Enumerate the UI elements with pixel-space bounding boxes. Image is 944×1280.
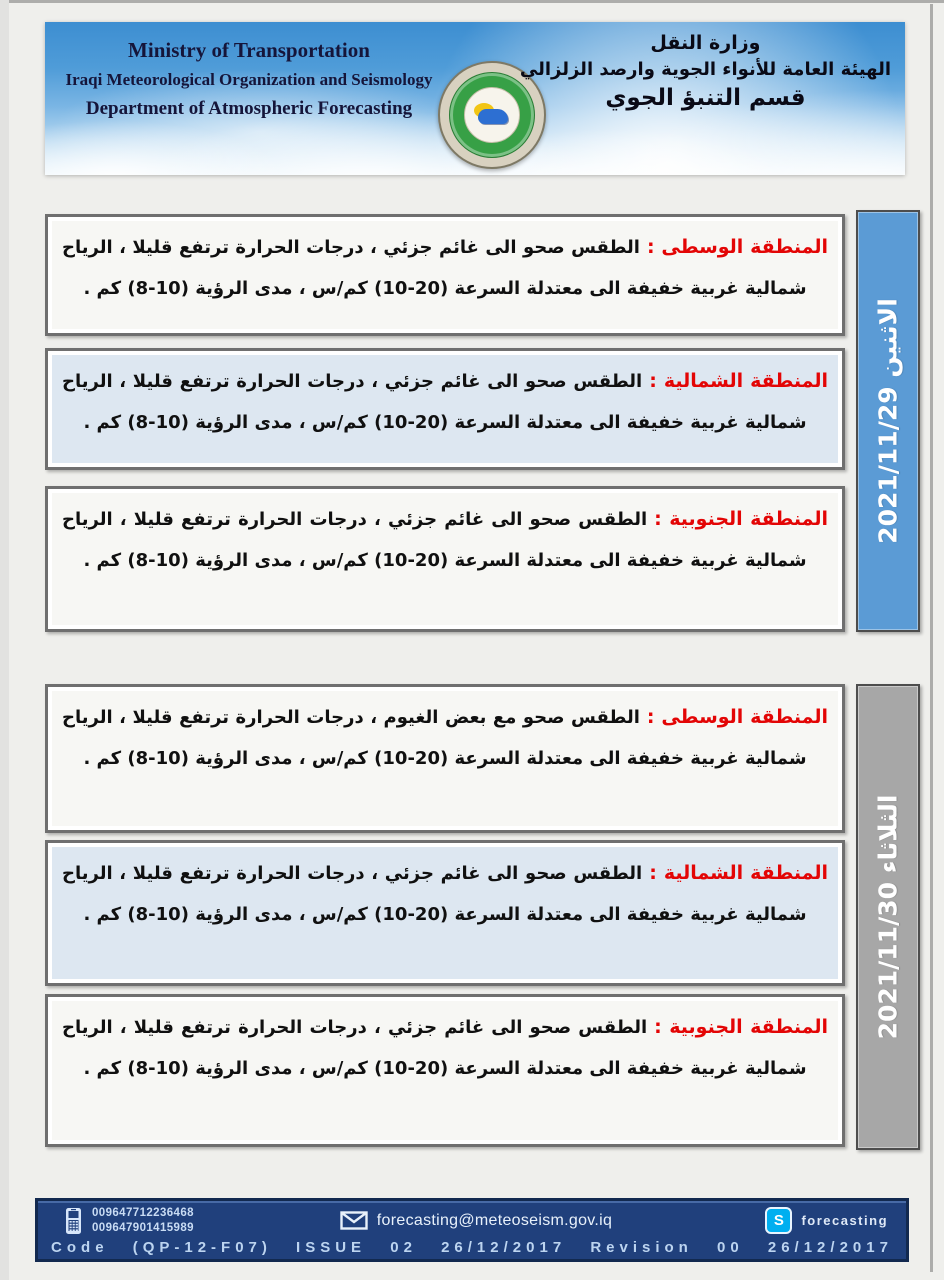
forecast-body: الطقس صحو الى غائم جزئي ، درجات الحرارة ترتفع قليلا ، الرياح شمالية غربية خفيفة الى معتدلة السرعة (20-10) كم/س ، مدى الرؤية (10-8) كم . xyxy=(62,509,807,571)
email-contact xyxy=(340,1211,612,1230)
day-date: 2021/11/29 xyxy=(873,386,903,544)
forecast-body: الطقس صحو الى غائم جزئي ، درجات الحرارة ترتفع قليلا ، الرياح شمالية غربية خفيفة الى معتدلة السرعة (20-10) كم/س ، مدى الرؤية (10-8) كم . xyxy=(62,1017,807,1079)
email-address: forecasting@meteoseism.gov.iq xyxy=(376,1211,613,1229)
forecast-box-tuesday-northern xyxy=(45,840,845,986)
organization-title-ar: الهيئة العامة للأنواء الجوية وارصد الزلزالي xyxy=(519,59,891,80)
scan-artifact-right xyxy=(930,4,933,1272)
forecast-paragraph xyxy=(62,498,828,581)
forecast-paragraph xyxy=(62,226,828,309)
region-title: المنطقة الشمالية : xyxy=(649,370,828,392)
forecast-paragraph xyxy=(62,1006,828,1089)
skype-username: forecasting xyxy=(801,1213,889,1229)
region-title: المنطقة الشمالية : xyxy=(649,862,828,884)
contact-row xyxy=(38,1201,906,1236)
forecast-paragraph xyxy=(62,852,828,935)
ministry-title-ar: وزارة النقل xyxy=(650,32,761,54)
phone-numbers xyxy=(92,1206,194,1236)
tuesday-date-banner xyxy=(856,684,920,1150)
forecast-body: الطقس صحو الى غائم جزئي ، درجات الحرارة ترتفع قليلا ، الرياح شمالية غربية خفيفة الى معتدلة السرعة (20-10) كم/س ، مدى الرؤية (10-8) كم . xyxy=(62,237,807,299)
tuesday-date-label xyxy=(874,795,903,1040)
org-name-arabic xyxy=(520,32,891,111)
region-title: المنطقة الوسطى : xyxy=(646,706,828,728)
phone-contact xyxy=(64,1206,340,1236)
skype-contact xyxy=(612,1207,888,1234)
forecast-box-monday-southern xyxy=(45,486,845,632)
forecast-body: الطقس صحو الى غائم جزئي ، درجات الحرارة ترتفع قليلا ، الرياح شمالية غربية خفيفة الى معتدلة السرعة (20-10) كم/س ، مدى الرؤية (10-8) كم . xyxy=(62,371,807,433)
phone-number-2: 009647901415989 xyxy=(92,1221,194,1234)
forecast-box-monday-northern xyxy=(45,348,845,470)
phone-number-1: 009647712236468 xyxy=(92,1207,194,1219)
org-name-english xyxy=(53,38,445,120)
monday-date-label xyxy=(874,298,903,544)
forecast-box-tuesday-southern xyxy=(45,994,845,1147)
day-date: 2021/11/30 xyxy=(873,882,903,1040)
region-title: المنطقة الوسطى : xyxy=(646,236,828,258)
forecast-body: الطقس صحو الى غائم جزئي ، درجات الحرارة ترتفع قليلا ، الرياح شمالية غربية خفيفة الى معتدلة السرعة (20-10) كم/س ، مدى الرؤية (10-8) كم . xyxy=(62,863,807,925)
contact-footer xyxy=(35,1198,909,1262)
skype-icon: S xyxy=(765,1207,792,1234)
scan-artifact-left xyxy=(0,0,9,1280)
day-name: الثلاثاء xyxy=(873,794,903,874)
region-title: المنطقة الجنوبية : xyxy=(654,1016,828,1038)
document-code-line: Code (QP-12-F07) ISSUE 02 26/12/2017 Revision 00 26/12/2017 xyxy=(51,1238,893,1256)
forecast-box-monday-central xyxy=(45,214,845,336)
letterhead-banner xyxy=(45,22,905,175)
logo-center xyxy=(464,87,520,143)
day-name: الاثنين xyxy=(873,298,903,378)
scan-artifact-top xyxy=(0,0,944,3)
monday-date-banner xyxy=(856,210,920,632)
forecast-box-tuesday-central xyxy=(45,684,845,833)
department-title-en: Department of Atmospheric Forecasting xyxy=(85,98,413,119)
organization-title-en: Iraqi Meteorological Organization and Seismology xyxy=(65,70,433,89)
forecast-body: الطقس صحو مع بعض الغيوم ، درجات الحرارة ترتفع قليلا ، الرياح شمالية غربية خفيفة الى معتدلة السرعة (20-10) كم/س ، مدى الرؤية (10-8) كم . xyxy=(62,707,807,769)
email-icon xyxy=(340,1211,368,1230)
forecast-paragraph xyxy=(62,696,828,779)
cloud-icon xyxy=(478,109,508,124)
phone-icon xyxy=(64,1207,83,1235)
department-title-ar: قسم التنبؤ الجوي xyxy=(605,85,806,111)
region-title: المنطقة الجنوبية : xyxy=(654,508,828,530)
ministry-title-en: Ministry of Transportation xyxy=(128,38,370,62)
forecast-paragraph xyxy=(62,360,828,443)
